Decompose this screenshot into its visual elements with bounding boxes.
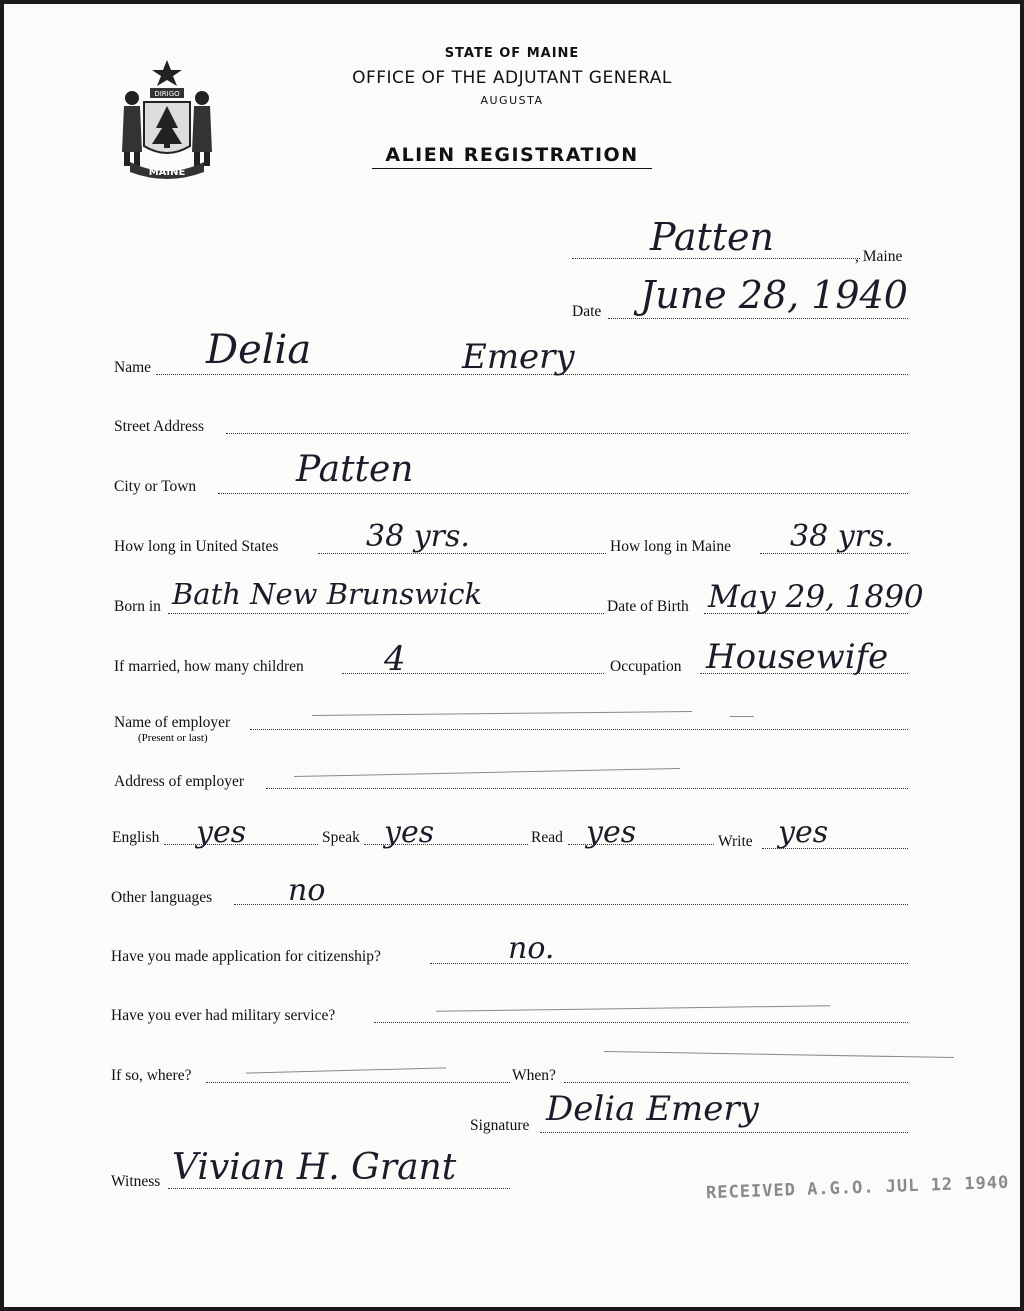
city-label: City or Town [114, 478, 197, 495]
employer-dash-2 [730, 716, 754, 717]
header-state: STATE OF MAINE [444, 46, 580, 61]
seal-banner: MAINE [148, 167, 186, 178]
street-label: Street Address [114, 418, 204, 435]
signature-label: Signature [470, 1117, 530, 1134]
witness-label: Witness [111, 1173, 161, 1190]
when-label: When? [512, 1067, 556, 1084]
header-office: OFFICE OF THE ADJUTANT GENERAL [352, 68, 672, 88]
how-long-us-label: How long in United States [114, 538, 279, 555]
seal-motto: DIRIGO [154, 90, 180, 98]
employer-label: Name of employer [114, 714, 231, 731]
english-value: yes [196, 815, 247, 850]
how-long-maine-value: 38 yrs. [790, 519, 894, 554]
city-value: Patten [296, 449, 414, 490]
citizenship-value: no. [508, 931, 555, 966]
born-value: Bath New Brunswick [172, 577, 483, 611]
other-languages-line [234, 904, 908, 905]
speak-value: yes [384, 815, 435, 850]
read-value: yes [586, 815, 637, 850]
children-label: If married, how many children [114, 658, 304, 675]
english-label: English [112, 829, 160, 846]
write-value: yes [778, 815, 829, 850]
dob-label: Date of Birth [607, 598, 689, 615]
title-underline [372, 168, 652, 169]
other-languages-label: Other languages [111, 889, 213, 906]
signature-value: Delia Emery [546, 1089, 759, 1129]
date-line [608, 318, 908, 319]
occupation-value: Housewife [706, 637, 889, 677]
last-name-value: Emery [462, 337, 575, 377]
citizenship-label: Have you made application for citizenship? [111, 948, 381, 965]
name-label: Name [114, 359, 152, 376]
children-value: 4 [384, 639, 406, 679]
where-line [206, 1082, 510, 1083]
when-line [564, 1082, 908, 1083]
signature-line [540, 1132, 908, 1133]
other-languages-value: no [288, 873, 326, 908]
employer-sublabel: (Present or last) [138, 732, 208, 744]
military-label: Have you ever had military service? [111, 1007, 336, 1024]
date-label: Date [572, 303, 602, 320]
born-label: Born in [114, 598, 161, 615]
employer-address-line [266, 788, 908, 789]
how-long-maine-label: How long in Maine [610, 538, 731, 555]
header-city: AUGUSTA [480, 94, 544, 107]
first-name-value: Delia [206, 327, 312, 373]
read-label: Read [531, 829, 563, 846]
received-stamp: RECEIVED A.G.O. JUL 12 1940 [705, 1172, 1010, 1204]
town-value: Patten [650, 215, 775, 259]
write-label: Write [718, 833, 753, 850]
born-line [168, 613, 604, 614]
dob-value: May 29, 1890 [708, 579, 924, 615]
maine-label: , Maine [855, 248, 903, 265]
children-line [342, 673, 604, 674]
witness-line [168, 1188, 510, 1189]
employer-line [250, 729, 908, 730]
occupation-label: Occupation [610, 658, 682, 675]
speak-label: Speak [322, 829, 360, 846]
where-label: If so, where? [111, 1067, 192, 1084]
how-long-us-value: 38 yrs. [366, 519, 470, 554]
city-line [218, 493, 908, 494]
employer-address-label: Address of employer [114, 773, 244, 790]
witness-value: Vivian H. Grant [172, 1147, 457, 1188]
date-value: June 28, 1940 [640, 273, 908, 317]
street-line [226, 433, 908, 434]
citizenship-line [430, 963, 908, 964]
form-title: ALIEN REGISTRATION [385, 144, 639, 166]
military-line [374, 1022, 908, 1023]
